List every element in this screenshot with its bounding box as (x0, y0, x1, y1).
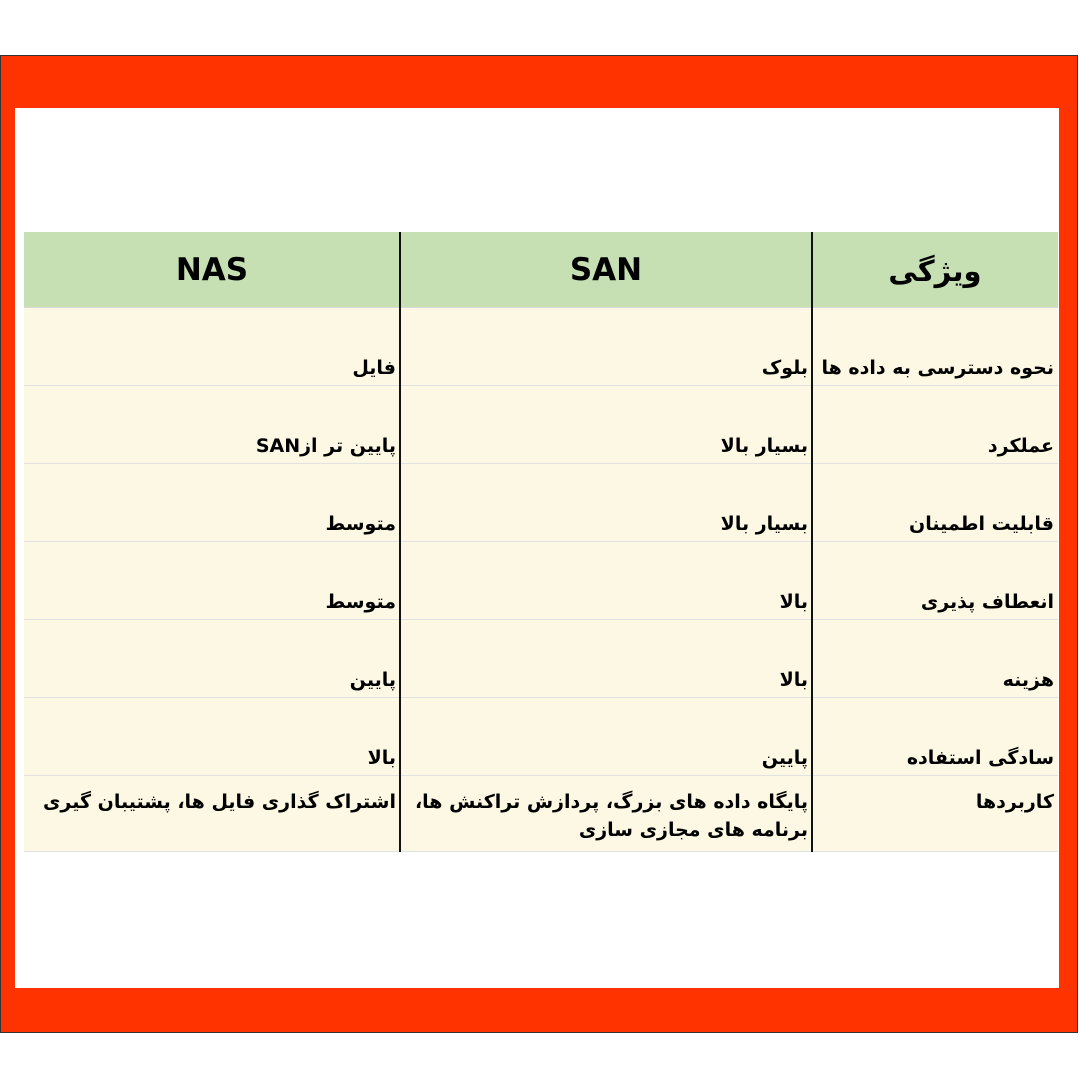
table-row (24, 308, 1058, 386)
nas-cell (24, 308, 400, 385)
feature-label: کاربردها (975, 791, 1054, 813)
feature-cell (812, 308, 1058, 385)
nas-value: متوسط (325, 513, 396, 535)
san-value: پایگاه داده های بزرگ، پردازش تراکنش ها، برنامه های مجازی سازی (414, 791, 808, 841)
feature-cell (812, 386, 1058, 463)
feature-label: نحوه دسترسی به داده ها (821, 357, 1054, 379)
feature-label: عملکرد (987, 435, 1054, 457)
nas-cell (24, 620, 400, 697)
san-cell (400, 776, 812, 851)
nas-value: پایین (349, 669, 396, 691)
red-frame (0, 55, 1078, 1033)
san-cell (400, 542, 812, 619)
feature-label: انعطاف پذیری (920, 591, 1054, 613)
san-cell (400, 620, 812, 697)
nas-cell (24, 542, 400, 619)
comparison-table (24, 232, 1058, 852)
nas-value: متوسط (325, 591, 396, 613)
nas-value: پایین تر ازSAN (255, 435, 396, 457)
san-value: بسیار بالا (720, 513, 808, 535)
san-value: بلوک (761, 357, 808, 379)
san-value: بالا (779, 591, 808, 613)
table-row (24, 542, 1058, 620)
nas-cell (24, 464, 400, 541)
nas-value: فایل (352, 357, 396, 379)
nas-cell (24, 386, 400, 463)
nas-cell (24, 698, 400, 775)
header-san-label: SAN (569, 252, 643, 288)
san-cell (400, 464, 812, 541)
header-cell-feature (812, 232, 1058, 307)
content-area (15, 108, 1059, 988)
san-cell (400, 386, 812, 463)
table-header-row (24, 232, 1058, 308)
feature-cell (812, 776, 1058, 851)
header-cell-san (400, 232, 812, 307)
feature-cell (812, 464, 1058, 541)
header-cell-nas (24, 232, 400, 307)
table-row (24, 464, 1058, 542)
nas-cell (24, 776, 400, 851)
san-value: پایین (761, 747, 808, 769)
feature-label: هزینه (1002, 669, 1054, 691)
feature-cell (812, 542, 1058, 619)
san-cell (400, 308, 812, 385)
feature-label: سادگی استفاده (906, 747, 1054, 769)
san-cell (400, 698, 812, 775)
feature-cell (812, 698, 1058, 775)
table-row (24, 386, 1058, 464)
table-row (24, 776, 1058, 852)
header-feature-label: ویژگی (888, 254, 982, 288)
table-row (24, 698, 1058, 776)
table-row (24, 620, 1058, 698)
nas-value: اشتراک گذاری فایل ها، پشتیبان گیری (42, 791, 396, 813)
nas-value: بالا (367, 747, 396, 769)
san-value: بسیار بالا (720, 435, 808, 457)
san-value: بالا (779, 669, 808, 691)
column-divider (811, 232, 813, 852)
header-nas-label: NAS (175, 252, 249, 288)
column-divider (399, 232, 401, 852)
feature-label: قابلیت اطمینان (909, 513, 1054, 535)
feature-cell (812, 620, 1058, 697)
